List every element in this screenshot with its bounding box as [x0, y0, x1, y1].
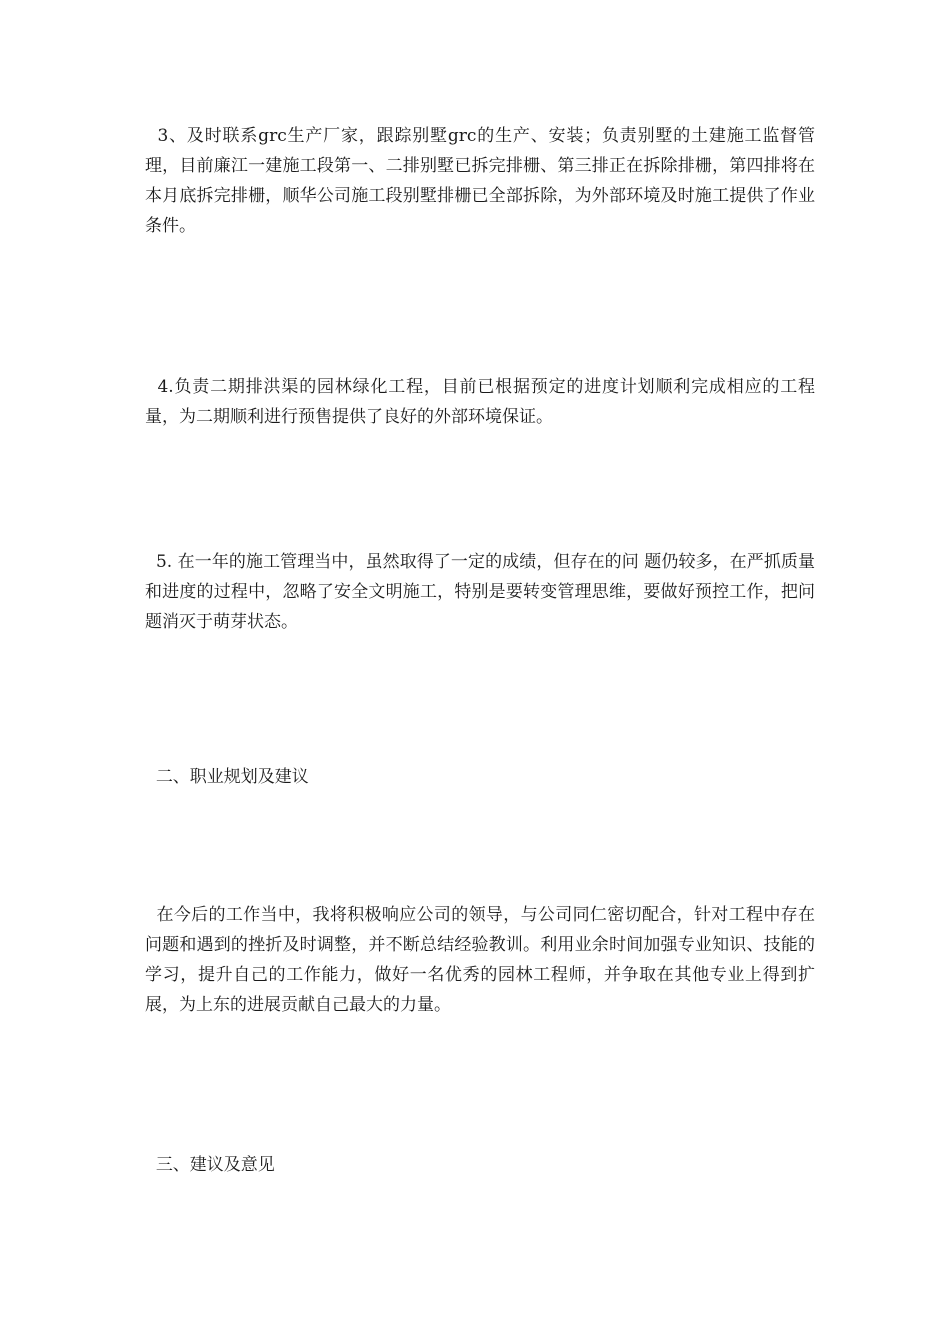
paragraph-item-5: 5. 在一年的施工管理当中，虽然取得了一定的成绩，但存在的问 题仍较多，在严抓质量和进度的过程中，忽略了安全文明施工，特别是要转变管理思维，要做好预控工作，把问题消灭于萌芽状态。 [145, 552, 815, 632]
paragraph-career-plan: 在今后的工作当中，我将积极响应公司的领导，与公司同仁密切配合，针对工程中存在问题和遇到的挫折及时调整，并不断总结经验教训。利用业余时间加强专业知识、技能的学习，提升自己的工作能力，做好一名优秀的园林工程师，并争取在其他专业上得到扩展，为上东的进展贡献自己最大的力量。 [145, 905, 815, 1015]
section-heading-career-plan: 二、职业规划及建议 [145, 767, 309, 787]
paragraph-item-3: 3、及时联系grc生产厂家，跟踪别墅grc的生产、安装；负责别墅的土建施工监督管理，目前廉江一建施工段第一、二排别墅已拆完排栅、第三排正在拆除排栅，第四排将在本月底拆完排栅，顺华公司施工段别墅排栅已全部拆除，为外部环境及时施工提供了作业条件。 [145, 126, 816, 236]
paragraph-item-4: 4.负责二期排洪渠的园林绿化工程，目前已根据预定的进度计划顺利完成相应的工程量，为二期顺利进行预售提供了良好的外部环境保证。 [145, 377, 816, 427]
section-heading-suggestions: 三、建议及意见 [145, 1155, 275, 1175]
